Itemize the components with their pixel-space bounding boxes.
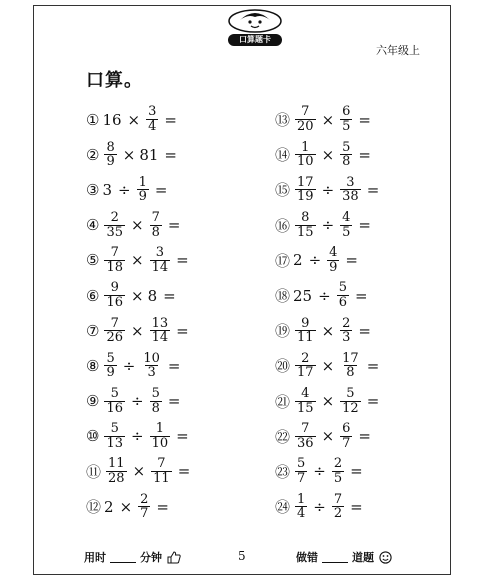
operator: = bbox=[156, 497, 169, 516]
fraction bbox=[104, 422, 125, 450]
numerator: 9 bbox=[301, 315, 310, 331]
fraction bbox=[295, 493, 307, 521]
numerator: 5 bbox=[106, 350, 115, 366]
operator: × bbox=[127, 110, 141, 129]
operator: × bbox=[131, 216, 144, 235]
fraction bbox=[137, 176, 149, 204]
denominator: 13 bbox=[106, 435, 123, 451]
time-spent-field bbox=[84, 549, 181, 565]
operator: ÷ bbox=[131, 392, 144, 411]
numerator: 8 bbox=[106, 139, 115, 155]
problem-number: ⑧ bbox=[86, 356, 100, 375]
denominator: 10 bbox=[297, 154, 314, 170]
operator: = bbox=[366, 180, 380, 199]
operator: × bbox=[321, 110, 335, 129]
numerator: 7 bbox=[110, 245, 119, 261]
brand-logo bbox=[216, 8, 294, 48]
numerator: 2 bbox=[140, 491, 149, 507]
operator: = bbox=[167, 392, 181, 411]
numerator: 4 bbox=[329, 245, 338, 261]
problem-item bbox=[275, 348, 383, 383]
numerator: 10 bbox=[143, 350, 160, 366]
denominator: 14 bbox=[151, 259, 169, 275]
fraction bbox=[332, 457, 344, 485]
denominator: 35 bbox=[106, 224, 123, 240]
operator: = bbox=[177, 462, 191, 481]
fraction bbox=[295, 352, 316, 380]
operator: = bbox=[163, 286, 176, 305]
operator: = bbox=[354, 286, 368, 305]
denominator: 5 bbox=[333, 470, 343, 486]
problem-item bbox=[86, 278, 194, 313]
operator: = bbox=[167, 216, 181, 235]
whole-number: 8 bbox=[147, 286, 158, 305]
problem-item bbox=[275, 384, 383, 419]
problem-item bbox=[275, 172, 383, 207]
whole-number: 3 bbox=[102, 180, 112, 199]
problem-column-right bbox=[275, 102, 383, 524]
problem-item bbox=[275, 208, 383, 243]
denominator: 11 bbox=[297, 330, 314, 346]
problem-item bbox=[275, 313, 383, 348]
denominator: 20 bbox=[297, 119, 314, 135]
fraction bbox=[295, 422, 316, 450]
operator: × bbox=[131, 286, 144, 305]
problem-number: ⑮ bbox=[275, 181, 291, 200]
numerator: 7 bbox=[333, 491, 343, 507]
problem-item bbox=[86, 348, 194, 383]
operator: ÷ bbox=[321, 216, 335, 235]
numerator: 5 bbox=[342, 139, 351, 155]
denominator: 26 bbox=[106, 330, 123, 346]
operator: × bbox=[132, 462, 146, 481]
fraction bbox=[106, 457, 127, 485]
problem-number: ④ bbox=[86, 216, 100, 235]
denominator: 38 bbox=[342, 189, 359, 205]
operator: = bbox=[350, 462, 363, 481]
numerator: 2 bbox=[342, 315, 351, 331]
operator: = bbox=[366, 356, 380, 375]
denominator: 15 bbox=[297, 400, 314, 416]
operator: ÷ bbox=[313, 497, 326, 516]
operator: ÷ bbox=[122, 356, 136, 375]
problem-item bbox=[86, 102, 194, 137]
problem-number: ⑱ bbox=[275, 287, 291, 306]
denominator: 4 bbox=[297, 506, 306, 522]
denominator: 3 bbox=[342, 330, 351, 346]
operator: × bbox=[131, 321, 144, 340]
denominator: 9 bbox=[138, 189, 147, 205]
fraction bbox=[104, 246, 125, 274]
fraction bbox=[295, 105, 316, 133]
problem-item bbox=[275, 137, 383, 172]
fraction bbox=[104, 211, 125, 239]
numerator: 7 bbox=[157, 456, 166, 472]
problem-number: ⑭ bbox=[275, 146, 291, 165]
problem-item bbox=[275, 278, 383, 313]
fraction bbox=[141, 352, 162, 380]
problem-number: ⑪ bbox=[86, 462, 102, 481]
section-heading: 口算。 bbox=[86, 70, 143, 91]
operator: = bbox=[154, 180, 168, 199]
operator: = bbox=[176, 427, 189, 446]
problem-item bbox=[86, 243, 194, 278]
fraction bbox=[332, 493, 344, 521]
operator: = bbox=[345, 251, 358, 270]
count-label: 道题 bbox=[352, 551, 374, 564]
numerator: 5 bbox=[151, 385, 160, 401]
fraction bbox=[327, 246, 339, 274]
numerator: 1 bbox=[155, 421, 164, 437]
whole-number: 2 bbox=[293, 251, 303, 270]
fraction bbox=[295, 457, 307, 485]
problem-number: ⑳ bbox=[275, 357, 291, 376]
fraction bbox=[295, 141, 316, 169]
operator: ÷ bbox=[321, 180, 335, 199]
operator: = bbox=[366, 392, 380, 411]
problem-item bbox=[86, 208, 194, 243]
problem-number: ⑤ bbox=[86, 251, 100, 270]
numerator: 7 bbox=[151, 210, 160, 226]
denominator: 19 bbox=[297, 189, 314, 205]
problem-item bbox=[86, 137, 194, 172]
fraction bbox=[138, 493, 150, 521]
fraction bbox=[340, 141, 352, 169]
problem-number: ㉓ bbox=[275, 462, 291, 481]
fraction bbox=[150, 422, 171, 450]
problem-number: ⑦ bbox=[86, 321, 100, 340]
problem-number: ② bbox=[86, 145, 100, 164]
problem-number: ⑰ bbox=[275, 251, 291, 270]
operator: × bbox=[321, 427, 335, 446]
minute-label: 分钟 bbox=[140, 551, 162, 564]
fraction bbox=[146, 105, 158, 133]
problem-number: ⑩ bbox=[86, 427, 100, 446]
operator: = bbox=[164, 110, 177, 129]
operator: = bbox=[176, 251, 189, 270]
fraction bbox=[340, 387, 361, 415]
numerator: 5 bbox=[338, 280, 347, 296]
problem-number: ⑫ bbox=[86, 498, 102, 517]
numerator: 1 bbox=[138, 174, 147, 190]
problem-number: ⑬ bbox=[275, 111, 291, 130]
fraction bbox=[340, 352, 361, 380]
problem-number: ① bbox=[86, 110, 100, 129]
denominator: 14 bbox=[151, 330, 169, 346]
denominator: 5 bbox=[342, 224, 351, 240]
whole-number: 25 bbox=[293, 286, 313, 305]
denominator: 15 bbox=[297, 224, 314, 240]
numerator: 5 bbox=[297, 456, 306, 472]
operator: = bbox=[358, 110, 371, 129]
whole-number: 2 bbox=[104, 497, 114, 516]
fraction bbox=[150, 211, 162, 239]
problem-number: ⑨ bbox=[86, 392, 100, 411]
operator: = bbox=[350, 497, 363, 516]
denominator: 8 bbox=[151, 400, 160, 416]
operator: × bbox=[321, 145, 335, 164]
fraction bbox=[150, 387, 162, 415]
fraction bbox=[150, 317, 171, 345]
numerator: 17 bbox=[342, 350, 359, 366]
numerator: 3 bbox=[148, 104, 157, 120]
operator: × bbox=[321, 392, 335, 411]
numerator: 13 bbox=[151, 315, 169, 331]
problem-number: ⑥ bbox=[86, 286, 100, 305]
time-blank[interactable] bbox=[110, 552, 136, 563]
operator: × bbox=[122, 145, 136, 164]
numerator: 2 bbox=[333, 456, 343, 472]
operator: = bbox=[176, 321, 189, 340]
whole-number: 81 bbox=[139, 145, 159, 164]
thumbs-up-icon bbox=[167, 551, 181, 564]
operator: = bbox=[358, 321, 371, 340]
denominator: 12 bbox=[342, 400, 359, 416]
numerator: 8 bbox=[301, 210, 310, 226]
time-label: 用时 bbox=[84, 551, 106, 564]
problem-item bbox=[275, 419, 383, 454]
operator: × bbox=[321, 321, 335, 340]
numerator: 6 bbox=[342, 421, 351, 437]
fraction bbox=[150, 246, 171, 274]
numerator: 4 bbox=[342, 210, 351, 226]
page-number: 5 bbox=[238, 549, 246, 563]
grade-label: 六年级上 bbox=[376, 44, 420, 57]
fraction bbox=[340, 105, 352, 133]
mistakes-blank[interactable] bbox=[322, 552, 348, 563]
denominator: 5 bbox=[342, 119, 351, 135]
problem-item bbox=[275, 243, 383, 278]
wrong-label: 做错 bbox=[296, 551, 318, 564]
problem-item bbox=[275, 102, 383, 137]
denominator: 9 bbox=[329, 259, 338, 275]
numerator: 3 bbox=[155, 245, 164, 261]
denominator: 7 bbox=[342, 435, 351, 451]
operator: ÷ bbox=[313, 462, 326, 481]
numerator: 17 bbox=[297, 174, 314, 190]
problem-number: ③ bbox=[86, 180, 100, 199]
denominator: 7 bbox=[297, 470, 306, 486]
operator: = bbox=[358, 427, 371, 446]
denominator: 7 bbox=[140, 506, 149, 522]
operator: ÷ bbox=[318, 286, 331, 305]
numerator: 5 bbox=[110, 421, 119, 437]
smiley-icon bbox=[379, 551, 392, 564]
problem-item bbox=[275, 454, 383, 489]
numerator: 3 bbox=[346, 174, 355, 190]
denominator: 10 bbox=[151, 435, 169, 451]
numerator: 9 bbox=[110, 280, 119, 296]
problem-item bbox=[86, 419, 194, 454]
operator: ÷ bbox=[131, 427, 144, 446]
problem-number: ㉒ bbox=[275, 427, 291, 446]
numerator: 6 bbox=[342, 104, 351, 120]
denominator: 11 bbox=[153, 470, 170, 486]
numerator: 1 bbox=[301, 139, 310, 155]
denominator: 16 bbox=[106, 295, 123, 311]
operator: = bbox=[358, 145, 371, 164]
denominator: 6 bbox=[338, 295, 347, 311]
denominator: 8 bbox=[151, 224, 160, 240]
operator: ÷ bbox=[118, 180, 131, 199]
numerator: 5 bbox=[346, 385, 355, 401]
problem-item bbox=[86, 313, 194, 348]
whole-number: 16 bbox=[102, 110, 122, 129]
fraction bbox=[104, 317, 125, 345]
fraction bbox=[104, 141, 116, 169]
denominator: 36 bbox=[297, 435, 314, 451]
footer bbox=[34, 549, 450, 569]
problem-item bbox=[86, 454, 194, 489]
mistakes-field bbox=[296, 549, 392, 565]
fraction bbox=[104, 281, 125, 309]
denominator: 4 bbox=[148, 119, 157, 135]
problem-number: ㉑ bbox=[275, 392, 291, 411]
problem-item bbox=[86, 384, 194, 419]
numerator: 5 bbox=[110, 385, 119, 401]
operator: × bbox=[131, 251, 144, 270]
problem-number: ⑲ bbox=[275, 322, 291, 341]
denominator: 16 bbox=[106, 400, 123, 416]
fraction bbox=[295, 211, 316, 239]
fraction bbox=[340, 176, 361, 204]
problem-item bbox=[275, 489, 383, 524]
numerator: 2 bbox=[110, 210, 119, 226]
fraction bbox=[340, 211, 352, 239]
fraction bbox=[295, 387, 316, 415]
operator: = bbox=[164, 145, 177, 164]
numerator: 2 bbox=[301, 350, 310, 366]
fraction bbox=[340, 317, 352, 345]
numerator: 7 bbox=[110, 315, 119, 331]
denominator: 17 bbox=[297, 365, 314, 381]
numerator: 11 bbox=[108, 456, 125, 472]
problem-number: ㉔ bbox=[275, 498, 291, 517]
fraction bbox=[340, 422, 352, 450]
problem-item bbox=[86, 489, 194, 524]
denominator: 3 bbox=[147, 365, 156, 381]
operator: × bbox=[119, 497, 133, 516]
denominator: 28 bbox=[108, 470, 125, 486]
fraction bbox=[337, 281, 349, 309]
problem-number: ⑯ bbox=[275, 216, 291, 235]
numerator: 1 bbox=[297, 491, 306, 507]
operator: = bbox=[358, 216, 371, 235]
fraction bbox=[295, 317, 316, 345]
problem-item bbox=[86, 172, 194, 207]
logo-caption: 口算题卡 bbox=[239, 35, 271, 44]
fraction bbox=[295, 176, 316, 204]
denominator: 8 bbox=[342, 154, 351, 170]
denominator: 2 bbox=[333, 506, 343, 522]
operator: = bbox=[167, 356, 181, 375]
operator: × bbox=[321, 356, 335, 375]
denominator: 18 bbox=[106, 259, 123, 275]
operator: ÷ bbox=[308, 251, 322, 270]
denominator: 9 bbox=[106, 154, 115, 170]
denominator: 8 bbox=[346, 365, 355, 381]
denominator: 9 bbox=[106, 365, 115, 381]
numerator: 7 bbox=[301, 104, 310, 120]
fraction bbox=[151, 457, 172, 485]
problem-column-left bbox=[86, 102, 194, 524]
worksheet-page bbox=[33, 5, 451, 575]
numerator: 4 bbox=[301, 385, 310, 401]
fraction bbox=[104, 387, 125, 415]
numerator: 7 bbox=[301, 421, 310, 437]
fraction bbox=[104, 352, 116, 380]
